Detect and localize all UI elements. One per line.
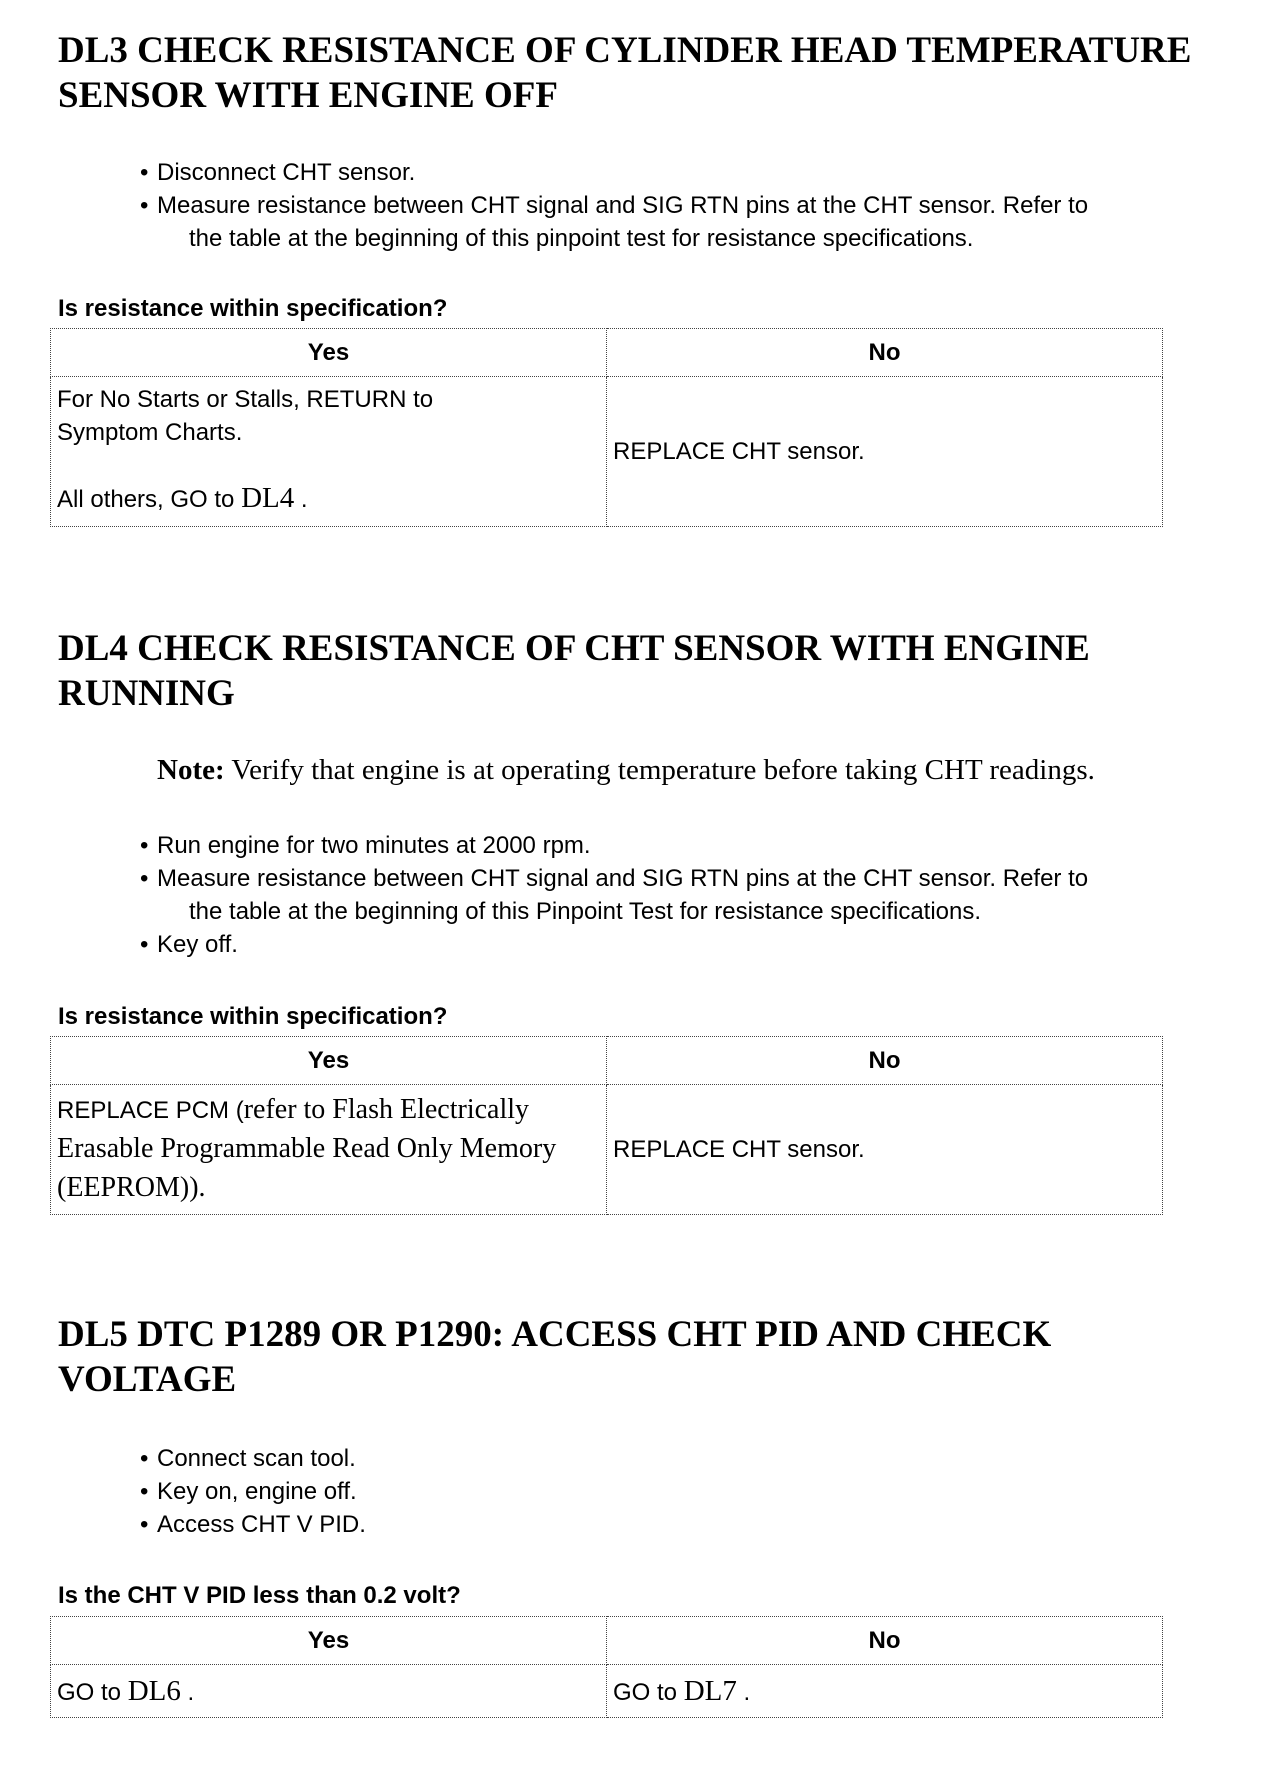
no-header: No [607, 1037, 1163, 1085]
step-list-dl5 [140, 1442, 1260, 1541]
question-label: Is resistance within specification? [58, 295, 448, 322]
step-item: • Connect scan tool. [140, 1442, 1260, 1475]
link-dl7[interactable]: DL7 [683, 1674, 737, 1707]
step-item: • Key on, engine off. [140, 1475, 1260, 1508]
note: Note: Verify that engine is at operating temperature before taking CHT readings. [157, 754, 1095, 786]
step-item: • Run engine for two minutes at 2000 rpm. [140, 829, 1260, 862]
step-item: • Measure resistance between CHT signal and SIG RTN pins at the CHT sensor. Refer to the table at the beginning of this Pinpoint Test for resistance specifications. [140, 862, 1260, 928]
no-header: No [607, 1617, 1163, 1665]
link-dl4[interactable]: DL4 [241, 482, 295, 514]
step-item: • Measure resistance between CHT signal and SIG RTN pins at the CHT sensor. Refer to the table at the beginning of this pinpoint test for resistance specifications. [140, 189, 1260, 255]
yes-cell [51, 377, 607, 527]
question-label: Is the CHT V PID less than 0.2 volt? [58, 1582, 461, 1609]
link-dl6[interactable]: DL6 [127, 1674, 181, 1707]
step-item: • Disconnect CHT sensor. [140, 156, 1260, 189]
yes-header: Yes [51, 1037, 607, 1085]
no-cell: GO to DL7 . [607, 1665, 1163, 1718]
yes-cell: GO to DL6 . [51, 1665, 607, 1718]
question-label: Is resistance within specification? [58, 1003, 448, 1030]
no-cell: REPLACE CHT sensor. [607, 1085, 1163, 1215]
no-header: No [607, 329, 1163, 377]
answer-table-dl4 [50, 1036, 1163, 1215]
section-heading-dl3: DL3 CHECK RESISTANCE OF CYLINDER HEAD TEMPERATURE SENSOR WITH ENGINE OFF [58, 30, 1192, 116]
answer-table-dl3 [50, 328, 1163, 527]
yes-goto: All others, GO to DL4 . [57, 482, 308, 514]
step-item: • Access CHT V PID. [140, 1508, 1260, 1541]
yes-cell: REPLACE PCM (refer to Flash Electrically Erasable Programmable Read Only Memory (EEPROM)). [51, 1085, 607, 1215]
section-heading-dl4: DL4 CHECK RESISTANCE OF CHT SENSOR WITH ENGINE RUNNING [58, 628, 1090, 714]
yes-text: For No Starts or Stalls, RETURN to Symptom Charts. [57, 386, 434, 446]
link-eeprom[interactable]: refer to Flash Electrically Erasable Programmable Read Only Memory (EEPROM) [57, 1094, 557, 1203]
answer-table-dl5 [50, 1616, 1163, 1718]
step-item: • Key off. [140, 928, 1260, 961]
yes-header: Yes [51, 329, 607, 377]
step-list-dl4 [140, 829, 1260, 961]
section-heading-dl5: DL5 DTC P1289 OR P1290: ACCESS CHT PID AND CHECK VOLTAGE [58, 1314, 1052, 1400]
yes-header: Yes [51, 1617, 607, 1665]
step-list-dl3 [140, 156, 1260, 255]
no-cell: REPLACE CHT sensor. [607, 377, 1163, 527]
